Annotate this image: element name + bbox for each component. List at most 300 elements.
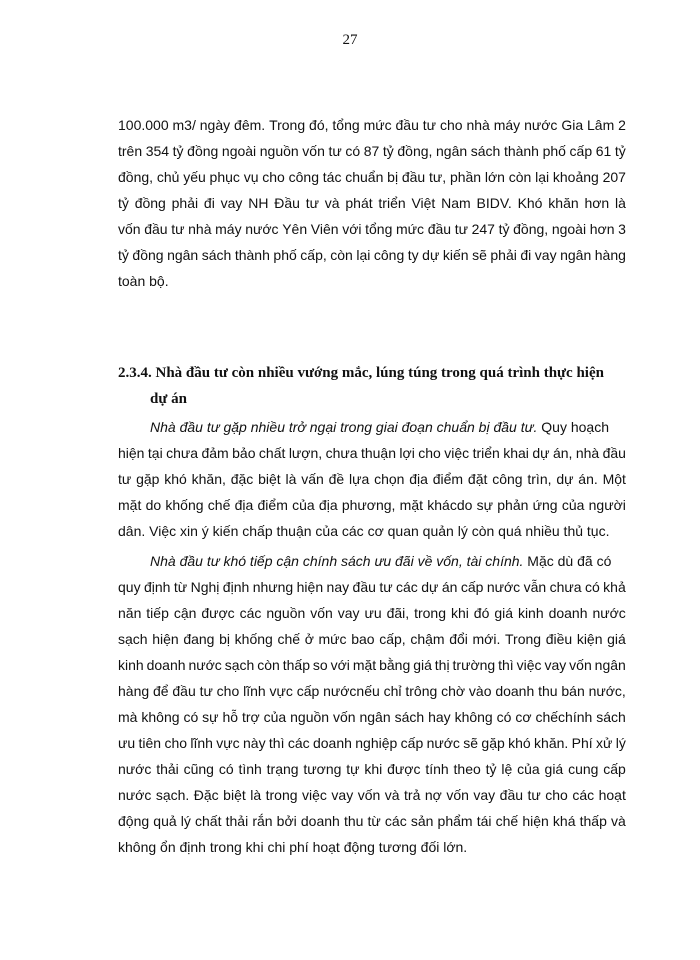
word: mức [363,117,392,133]
word: doanh [495,683,535,699]
word: chế [277,631,301,647]
word: máy [215,221,242,237]
word: nước [524,117,558,133]
line-rest: Mặc dù đã có [523,553,612,569]
word: lĩnh [243,683,266,699]
word: sách [596,709,626,725]
word: Khó [517,195,543,211]
word: trong [265,787,298,803]
word: theo [453,761,481,777]
word: chất [195,813,222,829]
word: này [243,735,266,751]
word: định [144,579,171,595]
word: thuận [360,445,396,461]
word: định [222,579,250,595]
word: triển [378,195,406,211]
word: có [496,709,512,725]
word: dự [422,247,440,263]
word: có [183,709,199,725]
word: tỷ [118,247,129,263]
word: kiến [442,247,469,263]
word: Trong [269,117,306,133]
word: kinh [517,605,544,621]
word: cho [439,117,463,133]
word: đãi, [386,605,410,621]
word: nước [118,761,152,777]
text-line [118,600,626,626]
word: 247 [471,221,495,237]
word: địa [409,471,428,487]
word: hơn [589,221,615,237]
word: tính [425,761,449,777]
word: quy [118,579,141,595]
word: tổng [365,221,393,237]
word: là [285,471,297,487]
word: doanh [300,813,340,829]
word: là [250,787,262,803]
word: ngân [359,709,391,725]
word: cấp [400,735,424,751]
word: vụ [243,169,259,185]
word: thấp [282,657,310,673]
word: tỷ [485,761,497,777]
word: ở [304,631,314,647]
word: yếu [183,169,206,185]
word: các [287,735,310,751]
word: tư [305,195,319,211]
word: đồng [134,195,166,211]
word: mức [396,221,425,237]
word: cấp, [379,631,406,647]
word: còn [330,247,353,263]
word: của [292,497,315,513]
text-line: toàn bộ. [118,273,169,289]
word: phố [273,247,297,263]
word: có [345,143,361,159]
word: tỷ [382,143,394,159]
word: Lâm [587,117,615,133]
word: kinh [118,657,144,673]
word: dự [421,579,439,595]
word: đầu [401,169,426,185]
word: hàng [118,683,150,699]
word: đặc [230,471,254,487]
word: đầu [499,787,524,803]
text-line [118,242,626,268]
word: hiện [118,445,145,461]
word: sạch [224,657,255,673]
word: bảo [232,445,256,461]
word: vay [534,247,557,263]
paragraph-preparation-obstacles [118,414,626,544]
word: khó [164,471,187,487]
word: tương [303,761,342,777]
word: Một [602,471,626,487]
word: đầu [395,117,419,133]
word: nguồn [266,605,306,621]
word: vay [473,787,496,803]
text-line [118,112,626,138]
word: bị [219,631,231,647]
word: tiên [138,735,162,751]
word: bởi [276,813,297,829]
word: thì [268,735,285,751]
word: khi [450,605,469,621]
word: thấp [579,813,607,829]
word: địa [318,497,338,513]
word: việc [444,445,470,461]
text-line [118,440,626,466]
word: Viên [310,221,339,237]
text-line [118,190,626,216]
word: điểm [257,497,288,513]
word: do [145,497,162,513]
word: cho [262,169,285,185]
word: mới. [472,631,501,647]
page-number: 27 [342,32,358,48]
word: thu [343,813,364,829]
word: vực [216,735,240,751]
word: nhà [466,117,490,133]
word: giá [544,761,564,777]
word: cấp [569,143,593,159]
word: vào [468,683,492,699]
word: hay [428,709,451,725]
word: hiện [522,813,549,829]
line-rest: Quy hoạch [537,419,609,435]
word: vay [337,605,360,621]
word: với [330,657,350,673]
word: tỷ [498,221,510,237]
word: đầu [172,683,196,699]
word: lợi [399,445,415,461]
text-line [118,782,626,808]
word: còn [257,657,280,673]
word: nước [188,657,222,673]
word: chỉ [383,683,402,699]
text-line: không ổn định trong khi chi phí hoạt động tương đối lớn. [118,839,468,855]
word: ngân [167,247,199,263]
word: cấp, [300,247,327,263]
word: 3 [618,221,626,237]
word: thành [503,143,539,159]
word: tư [527,787,541,803]
text-line [118,548,626,574]
word: vẫn [523,579,547,595]
word: cận [173,605,197,621]
word: Trong [505,631,542,647]
word: mặt [352,657,377,673]
word: chuẩn [345,169,384,185]
word: bằng [379,657,411,673]
word: phản [497,497,529,513]
word: sẽ [463,735,479,751]
word: vốn [118,221,141,237]
word: nước [118,787,152,803]
word: từ [367,813,381,829]
word: Nam [441,195,471,211]
word: vốn [357,787,381,803]
word: và [611,813,626,829]
word: 2 [618,117,626,133]
word: các [239,605,262,621]
word: trên [118,143,143,159]
word: mặt [399,497,424,513]
word: khi [364,761,383,777]
text-line [118,808,626,834]
word: mức [318,631,347,647]
word: chưa [166,445,199,461]
word: vay [220,195,243,211]
word: kiện [576,631,603,647]
word: án [441,579,458,595]
text-line [118,492,626,518]
word: ngân [436,143,468,159]
word: phần [449,169,482,185]
word: doanh [146,657,186,673]
text-line [118,652,626,678]
word: các [572,787,595,803]
word: tự [346,761,360,777]
word: ngày [199,117,231,133]
word: án, [552,445,573,461]
word: của [561,497,585,513]
italic-lead: Nhà đầu tư khó tiếp cận chính sách ưu đãi về vốn, tài chính. [150,553,524,569]
word: thu [538,683,558,699]
word: đầu [144,221,168,237]
word: tư [199,683,213,699]
word: nguồn [290,709,330,725]
word: gặp [481,735,505,751]
word: được [387,761,421,777]
word: án. [578,471,598,487]
word: triển [472,445,500,461]
word: lựa [348,471,370,487]
word: trợ [241,709,260,725]
word: ngân [594,657,626,673]
word: thị [434,657,450,673]
word: 100.000 [118,117,169,133]
word: tái [476,813,492,829]
word: chờ [441,683,466,699]
word: 61 [595,143,612,159]
paragraph-financing-access [118,548,626,860]
word: NH [248,195,269,211]
word: sạch. [155,787,190,803]
word: sự [476,497,494,513]
word: việc [516,657,542,673]
word: sạch [118,631,148,647]
word: đồng [187,143,219,159]
word: cấp [460,579,484,595]
word: thải [156,761,179,777]
word: với [342,221,362,237]
word: đầu [602,445,626,461]
word: tư [328,143,342,159]
word: nướcnếu [323,683,380,699]
heading-line: dự án [150,391,187,407]
word: khácdo [427,497,473,513]
word: chất [258,445,286,461]
word: khống [234,631,273,647]
word: đi [520,247,532,263]
word: có [584,579,600,595]
word: không [141,709,180,725]
word: trả [404,787,421,803]
word: nhưng [252,579,294,595]
word: vốn [302,143,325,159]
word: khống [165,497,204,513]
word: rắn [252,813,273,829]
word: ứng [532,497,558,513]
text-line [118,626,626,652]
word: ưu [364,605,382,621]
word: đặt [467,471,488,487]
word: vực [269,683,293,699]
word: tư [379,579,393,595]
word: giá [494,605,513,621]
word: lĩnh [190,735,213,751]
word: tư [171,221,185,237]
text-line [118,704,626,730]
word: Phí [571,735,593,751]
word: chưa [549,579,582,595]
word: phải [490,247,517,263]
word: đang [183,631,215,647]
word: giá [413,657,432,673]
word: đề [328,471,345,487]
word: dự [556,471,574,487]
word: hơn [584,195,610,211]
word: từ [173,579,188,595]
word: tư [422,117,437,133]
word: vấn [301,471,324,487]
word: 207 [602,169,626,185]
word: lý [180,813,191,829]
word: đồng, [513,221,549,237]
text-line [118,574,626,600]
word: tư, [429,169,447,185]
word: lại [535,169,550,185]
word: không [454,709,493,725]
word: nước [592,605,626,621]
word: nước [486,579,521,595]
word: cho [418,445,441,461]
word: chọn [374,471,405,487]
word: ưu [118,735,136,751]
word: Gia [561,117,584,133]
word: sản [410,813,434,829]
word: cung [568,761,599,777]
text-line: dân. Việc xin ý kiến chấp thuận của các cơ quan quản lý còn quá nhiều thủ tục. [118,523,610,539]
word: địa [234,497,254,513]
word: trường [452,657,496,673]
word: động [118,813,150,829]
word: điểm [432,471,464,487]
word: của [517,761,540,777]
word: khá [552,813,576,829]
word: tỷ [118,195,129,211]
word: mà [118,709,138,725]
word: giá [607,631,626,647]
word: năn [118,605,142,621]
word: thành [234,247,270,263]
word: phẩm [437,813,473,829]
word: vay [331,787,354,803]
word: phát [345,195,373,211]
word: chế [207,497,231,513]
word: việc [302,787,327,803]
word: nước [426,735,460,751]
text-line [118,138,626,164]
word: doanh [312,735,352,751]
word: nhà [188,221,212,237]
word: đồng, [118,169,154,185]
intro-paragraph [118,112,626,294]
word: ngoài [221,143,257,159]
word: bao [351,631,375,647]
text-line [118,414,626,440]
word: trạng [266,761,299,777]
word: mặt [118,497,142,513]
word: chủ [156,169,180,185]
word: đi [203,195,215,211]
heading-line: 2.3.4. Nhà đầu tư còn nhiều vướng mắc, lúng túng trong quá trình thực hiện [118,365,604,381]
word: chậm [410,631,445,647]
text-line [118,730,626,756]
word: lệ [501,761,513,777]
word: khả [603,579,626,595]
section-heading [118,360,626,412]
word: cấp [296,683,320,699]
word: khăn, [191,471,226,487]
word: lý [615,735,626,751]
word: hiện [296,579,324,595]
word: vốn [310,605,333,621]
word: trông [405,683,438,699]
word: có [218,761,234,777]
word: đồng [132,247,164,263]
word: nghiệp [355,735,398,751]
word: nguồn [259,143,299,159]
text-line [118,756,626,782]
word: chếchính [535,709,593,725]
word: Yên [282,221,308,237]
word: đầu [427,221,452,237]
word: cho [164,735,188,751]
word: thì [498,657,514,673]
word: 354 [145,143,170,159]
word: sách [470,143,501,159]
word: công [373,247,405,263]
word: sẽ [472,247,487,263]
word: khó [508,735,531,751]
word: hàng [594,247,626,263]
word: tổng [332,117,360,133]
word: cấp [603,761,626,777]
word: xử [595,735,613,751]
word: chế [495,813,519,829]
word: phải [171,195,199,211]
word: người [588,497,626,513]
word: phố [542,143,566,159]
text-line [118,164,626,190]
word: để [152,683,169,699]
word: nợ [424,787,442,803]
word: tư [118,471,132,487]
word: đồng, [397,143,433,159]
word: nước, [588,683,626,699]
